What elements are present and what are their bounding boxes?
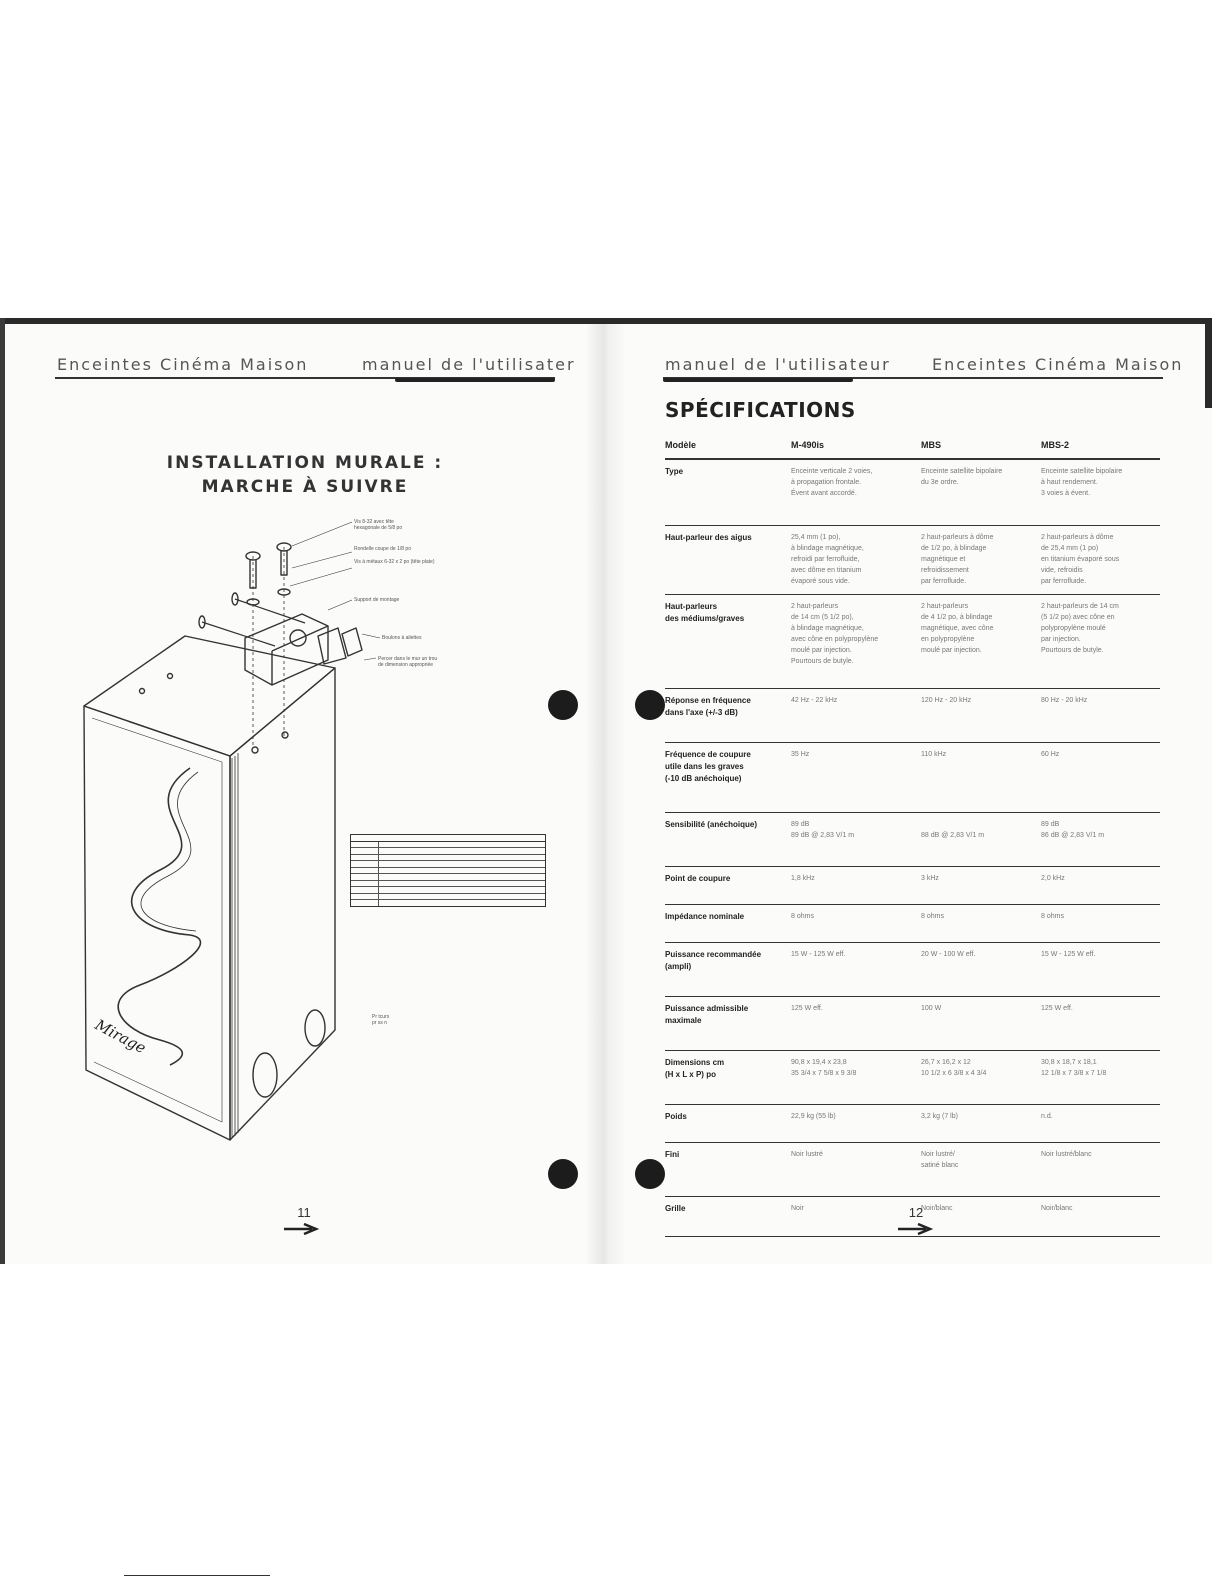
spec-title: SPÉCIFICATIONS xyxy=(665,398,856,422)
brand-signature: Mirage xyxy=(92,1015,149,1058)
spec-value-mbs: Noir/blanc xyxy=(921,1205,953,1212)
col-model: Modèle xyxy=(665,440,697,450)
spec-value-mbs: 100 W xyxy=(921,1005,942,1012)
spec-row xyxy=(665,905,1160,943)
left-page-number: 11 xyxy=(297,1205,311,1220)
page-gutter xyxy=(586,324,626,1264)
spec-value-mbs: 26,7 x 16,2 x 12 10 1/2 x 6 3/8 x 4 3/4 xyxy=(921,1059,987,1077)
spec-table-header xyxy=(665,438,1160,460)
spec-value-m490is: 25,4 mm (1 po), à blindage magnétique, refroidi par ferrofluide, avec dôme en titanium évaporé sous vide. xyxy=(791,534,864,585)
spec-row xyxy=(665,867,1160,905)
spec-label: Point de coupure xyxy=(665,874,731,883)
spec-row xyxy=(665,1105,1160,1143)
spec-value-m490is: 89 dB 89 dB @ 2,83 V/1 m xyxy=(791,821,855,839)
spec-value-m490is: 15 W - 125 W eff. xyxy=(791,951,846,958)
binder-hole xyxy=(635,1159,665,1189)
left-header-rule-accent xyxy=(395,378,555,382)
col-mbs2: MBS-2 xyxy=(1041,440,1070,450)
bass-port xyxy=(253,1053,277,1097)
cabinet-side xyxy=(230,668,335,1140)
spec-value-mbs2: 2,0 kHz xyxy=(1041,875,1065,882)
page-arrow-icon xyxy=(896,1222,936,1236)
binder-hole xyxy=(635,690,665,720)
spec-value-mbs2: 125 W eff. xyxy=(1041,1005,1073,1012)
spec-row xyxy=(665,813,1160,867)
spec-row xyxy=(665,1051,1160,1105)
right-page-number: 12 xyxy=(908,1205,924,1220)
spec-row xyxy=(665,460,1160,526)
bass-port xyxy=(305,1010,325,1046)
spec-row xyxy=(665,1143,1160,1197)
spec-label: Puissance recommandée (ampli) xyxy=(665,950,762,971)
col-mbs: MBS xyxy=(921,440,941,450)
footer-rule xyxy=(124,1575,270,1576)
spec-value-mbs2: 89 dB 86 dB @ 2,83 V/1 m xyxy=(1041,821,1105,839)
right-header-title: Enceintes Cinéma Maison xyxy=(932,355,1184,374)
spec-value-mbs: Enceinte satellite bipolaire du 3e ordre. xyxy=(921,468,1003,486)
page-arrow-icon xyxy=(282,1222,322,1236)
spec-value-m490is: 125 W eff. xyxy=(791,1005,823,1012)
spec-value-mbs: 2 haut-parleurs à dôme de 1/2 po, à blindage magnétique et refroidissement par ferrofluide. xyxy=(921,534,994,585)
spec-value-m490is: 22,9 kg (55 lb) xyxy=(791,1113,836,1120)
parts-list-table xyxy=(350,834,546,907)
spec-value-mbs: 8 ohms xyxy=(921,913,944,920)
spec-value-m490is: 8 ohms xyxy=(791,913,814,920)
spec-value-m490is: 42 Hz - 22 kHz xyxy=(791,697,838,704)
left-header-title: Enceintes Cinéma Maison xyxy=(57,355,309,374)
spec-value-m490is: 2 haut-parleurs de 14 cm (5 1/2 po), à blindage magnétique, avec cône en polypropylène moulé par injection. Pourtours de butyle. xyxy=(791,603,879,665)
scan-edge-left xyxy=(0,318,5,1264)
spec-value-mbs: 88 dB @ 2,83 V/1 m xyxy=(921,832,985,839)
screw-group xyxy=(199,543,305,746)
spec-row xyxy=(665,743,1160,813)
spec-value-mbs: 3 kHz xyxy=(921,875,939,882)
spec-row xyxy=(665,526,1160,595)
col-m490is: M-490is xyxy=(791,440,825,450)
spec-value-mbs2: 15 W - 125 W eff. xyxy=(1041,951,1096,958)
right-header-subtitle: manuel de l'utilisateur xyxy=(665,355,891,374)
spec-value-mbs2: 30,8 x 18,7 x 18,1 12 1/8 x 7 3/8 x 7 1/8 xyxy=(1041,1059,1107,1077)
spec-value-mbs: 120 Hz - 20 kHz xyxy=(921,697,972,704)
callout-machine-screw: Vis à métaux 6-32 x 2 po (tête plate) xyxy=(354,559,435,565)
spec-value-mbs2: Noir/blanc xyxy=(1041,1205,1073,1212)
spec-label: Puissance admissible maximale xyxy=(665,1004,749,1025)
spec-value-mbs2: n.d. xyxy=(1041,1113,1053,1120)
cabinet-top xyxy=(84,636,335,756)
toggle-bolts xyxy=(318,628,362,664)
callout-toggle-bolts: Boulons à ailettes xyxy=(382,635,422,641)
specifications-table xyxy=(665,438,1160,1237)
title-line-2: MARCHE À SUIVRE xyxy=(201,477,409,497)
spec-label: Sensibilité (anéchoique) xyxy=(665,820,758,829)
spec-value-mbs: 110 kHz xyxy=(921,751,947,758)
spec-value-mbs2: Noir lustré/blanc xyxy=(1041,1151,1092,1158)
left-header-subtitle: manuel de l'utilisater xyxy=(362,355,576,374)
spec-value-m490is: 90,8 x 19,4 x 23,8 35 3/4 x 7 5/8 x 9 3/8 xyxy=(791,1059,857,1077)
spec-label: Haut-parleurs des médiums/graves xyxy=(665,602,745,623)
speaker-mounting-illustration xyxy=(70,510,520,1150)
spec-value-m490is: Enceinte verticale 2 voies, à propagation frontale. Évent avant accordé. xyxy=(791,468,873,497)
binder-hole xyxy=(548,690,578,720)
callout-protectors: Pr tcurs pr ss n xyxy=(372,1014,390,1026)
callout-washer: Rondelle coupe de 1/8 po xyxy=(354,546,411,552)
spec-row xyxy=(665,689,1160,743)
spec-value-m490is: 35 Hz xyxy=(791,751,810,758)
right-header-rule-accent xyxy=(663,378,853,382)
callout-hex-screw: Vis 8-32 avec tête hexagonale de 5/8 po xyxy=(354,519,403,531)
spec-value-mbs2: 2 haut-parleurs de 14 cm (5 1/2 po) avec cône en polypropylène moulé par injection. Pourtours de butyle. xyxy=(1041,603,1119,654)
title-line-1: INSTALLATION MURALE : xyxy=(166,453,444,473)
spec-value-mbs: 20 W - 100 W eff. xyxy=(921,951,976,958)
callout-bracket: Support de montage xyxy=(354,597,400,603)
spec-value-mbs: 3,2 kg (7 lb) xyxy=(921,1113,958,1120)
spec-value-m490is: Noir lustré xyxy=(791,1151,823,1158)
spec-value-mbs2: 80 Hz - 20 kHz xyxy=(1041,697,1088,704)
spec-value-m490is: Noir xyxy=(791,1205,804,1212)
spec-label: Fini xyxy=(665,1150,680,1159)
spec-label: Type xyxy=(665,467,684,476)
spec-label: Haut-parleur des aigus xyxy=(665,533,752,542)
spec-label: Grille xyxy=(665,1204,686,1213)
spec-label: Réponse en fréquence dans l'axe (+/-3 dB) xyxy=(665,696,751,717)
spec-value-mbs2: 60 Hz xyxy=(1041,751,1060,758)
grille-wave-art xyxy=(118,768,200,1065)
binder-hole xyxy=(548,1159,578,1189)
spec-label: Poids xyxy=(665,1112,687,1121)
spec-label: Fréquence de coupure utile dans les graves (-10 dB anéchoique) xyxy=(665,750,751,783)
callout-drill-hole: Percer dans le mur un trou de dimension appropriée xyxy=(378,656,438,668)
mounting-bracket xyxy=(245,614,328,685)
spec-value-mbs2: 2 haut-parleurs à dôme de 25,4 mm (1 po) en titanium évaporé sous vide, refroidis par ferrofluide. xyxy=(1041,534,1120,585)
parts-table-row xyxy=(351,900,545,906)
spec-label: Impédance nominale xyxy=(665,912,745,921)
scan-edge-right xyxy=(1205,318,1212,408)
spec-value-mbs2: Enceinte satellite bipolaire à haut rendement. 3 voies à évent. xyxy=(1041,468,1123,497)
spec-label: Dimensions cm (H x L x P) po xyxy=(665,1058,725,1079)
spec-row xyxy=(665,595,1160,689)
spec-row xyxy=(665,997,1160,1051)
spec-row xyxy=(665,943,1160,997)
page-title xyxy=(140,451,470,499)
spec-value-mbs: Noir lustré/ satiné blanc xyxy=(921,1151,959,1169)
cabinet-front xyxy=(84,706,230,1140)
spec-value-m490is: 1,8 kHz xyxy=(791,875,815,882)
spec-value-mbs: 2 haut-parleurs de 4 1/2 po, à blindage magnétique, avec cône en polypropylène moulé par injection. xyxy=(921,603,994,654)
spec-value-mbs2: 8 ohms xyxy=(1041,913,1064,920)
